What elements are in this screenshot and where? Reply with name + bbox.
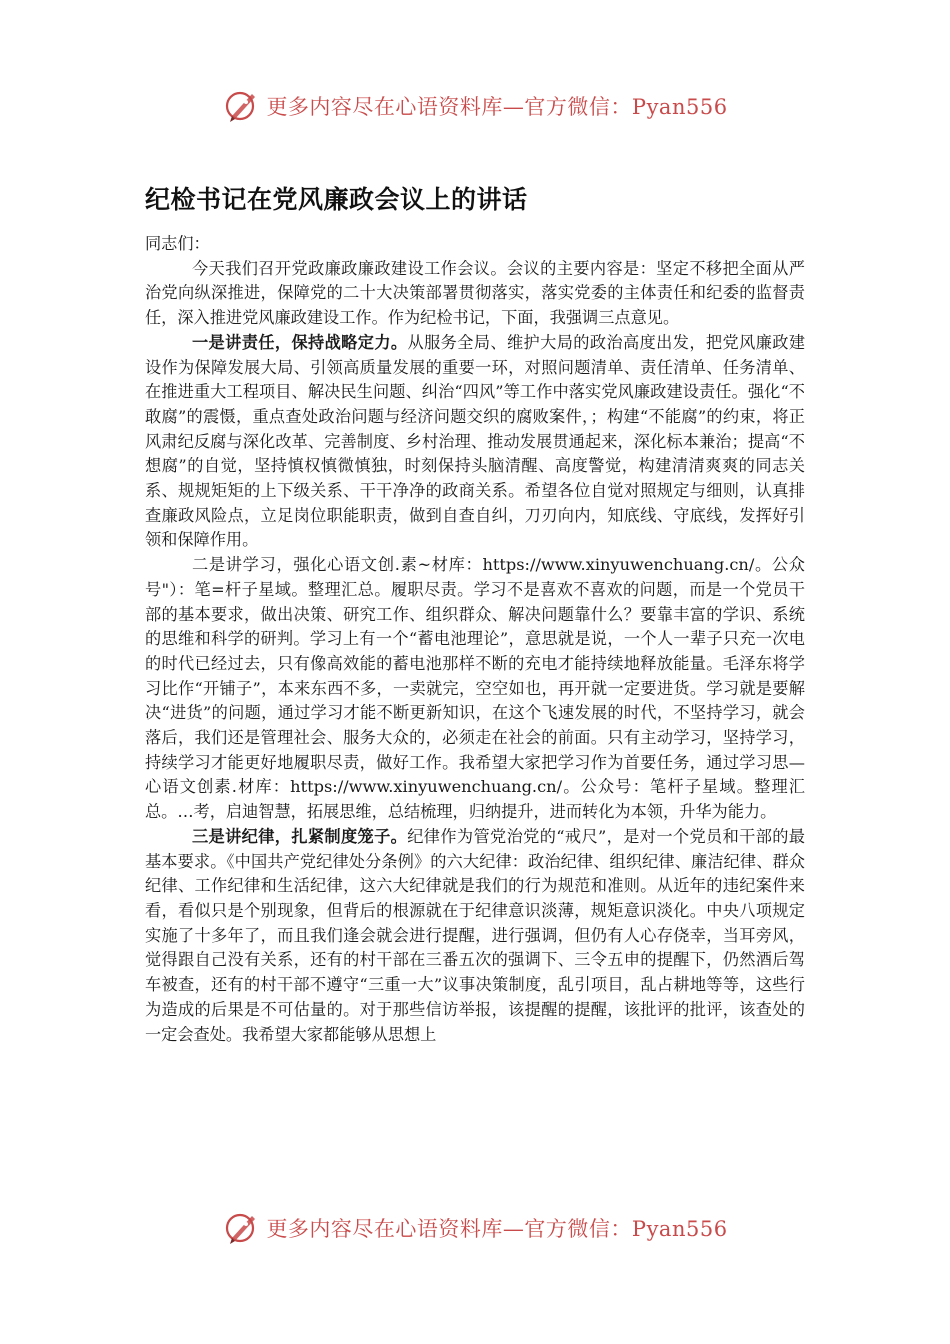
point-one-text: 从服务全局、维护大局的政治高度出发，把党风廉政建设作为保障发展大局、引领高质量发展的重要一环，对照问题清单、责任清单、任务清单、在推进重大工程项目、解决民生问题、纠治“四风”等工作中落实党风廉政建设责任。强化“不敢腐”的震慑，重点查处政治问题与经济问题交织的腐败案件，；构建“不能腐”的约束，将正风肃纪反腐与深化改革、完善制度、乡村治理、推动发展贯通起来，深化标本兼治；提高“不想腐”的自觉，坚持慎权慎微慎独，时刻保持头脑清醒、高度警觉，构建清清爽爽的同志关系、规规矩矩的上下级关系、干干净净的政商关系。希望各位自觉对照规定与细则，认真排查廉政风险点，立足岗位职能职责，做到自查自纠，刀刃向内，知底线、守底线，发挥好引领和保障作用。 — [145, 332, 806, 550]
point-three-paragraph — [145, 825, 805, 1047]
banner-text: 更多内容尽在心语资料库—官方微信：Pyan556 — [266, 1217, 728, 1241]
point-two-paragraph: 二是讲学习，强化心语文创.素~材库：https://www.xinyuwenchuang.cn/。公众号"）：笔=杆子星域。整理汇总。履职尽责。学习不是喜欢不喜欢的问题，而是一个党员干部的基本要求，做出决策、研究工作、组织群众、解决问题靠什么？要靠丰富的学识、系统的思维和科学的研判。学习上有一个“蓄电池理论”，意思就是说，一个人一辈子只充一次电的时代已经过去，只有像高效能的蓄电池那样不断的充电才能持续地释放能量。毛泽东将学习比作“开铺子”，本来东西不多，一卖就完，空空如也，再开就一定要进货。学习就是要解决“进货”的问题，通过学习才能不断更新知识，在这个飞速发展的时代，不坚持学习，就会落后，我们还是管理社会、服务大众的，必须走在社会的前面。只有主动学习，坚持学习，持续学习才能更好地履职尽责，做好工作。我希望大家把学习作为首要任务，通过学习思—心语文创素.材库：https://www.xinyuwenchuang.cn/。公众号：笔杆子星域。整理汇总。…考，启迪智慧，拓展思维，总结梳理，归纳提升，进而转化为本领，升华为能力。 — [145, 555, 805, 822]
pen-logo-icon — [222, 1208, 262, 1248]
footer-banner — [0, 1206, 950, 1250]
salutation: 同志们： — [145, 234, 210, 253]
point-one-paragraph — [145, 331, 805, 553]
document-body — [145, 232, 805, 1047]
intro-paragraph: 今天我们召开党政廉政廉政建设工作会议。会议的主要内容是：坚定不移把全面从严治党向纵深推进，保障党的二十大决策部署贯彻落实，落实党委的主体责任和纪委的监督责任，深入推进党风廉政建设工作。作为纪检书记，下面，我强调三点意见。 — [145, 258, 805, 328]
point-three-text: 纪律作为管党治党的“戒尺”，是对一个党员和干部的最基本要求。《中国共产党纪律处分条例》的六大纪律：政治纪律、组织纪律、廉洁纪律、群众纪律、工作纪律和生活纪律，这六大纪律就是我们的行为规范和准则。从近年的违纪案件来看，看似只是个别现象，但背后的根源就在于纪律意识淡薄，规矩意识淡化。中央八项规定实施了十多年了，而且我们逢会就会进行提醒，进行强调，但仍有人心存侥幸，当耳旁风，觉得跟自己没有关系，还有的村干部在三番五次的强调下、三令五申的提醒下，仍然酒后驾车被查，还有的村干部不遵守“三重一大”议事决策制度，乱引项目，乱占耕地等等，这些行为造成的后果是不可估量的。对于那些信访举报，该提醒的提醒，该批评的批评，该查处的一定会查处。我希望大家都能够从思想上 — [145, 826, 805, 1044]
header-banner — [0, 84, 950, 128]
document-title: 纪检书记在党风廉政会议上的讲话 — [145, 185, 528, 214]
pen-logo-icon — [222, 86, 262, 126]
point-one-heading: 一是讲责任，保持战略定力。 — [191, 332, 408, 352]
banner-text: 更多内容尽在心语资料库—官方微信：Pyan556 — [266, 95, 728, 119]
point-three-heading: 三是讲纪律，扎紧制度笼子。 — [191, 826, 408, 846]
